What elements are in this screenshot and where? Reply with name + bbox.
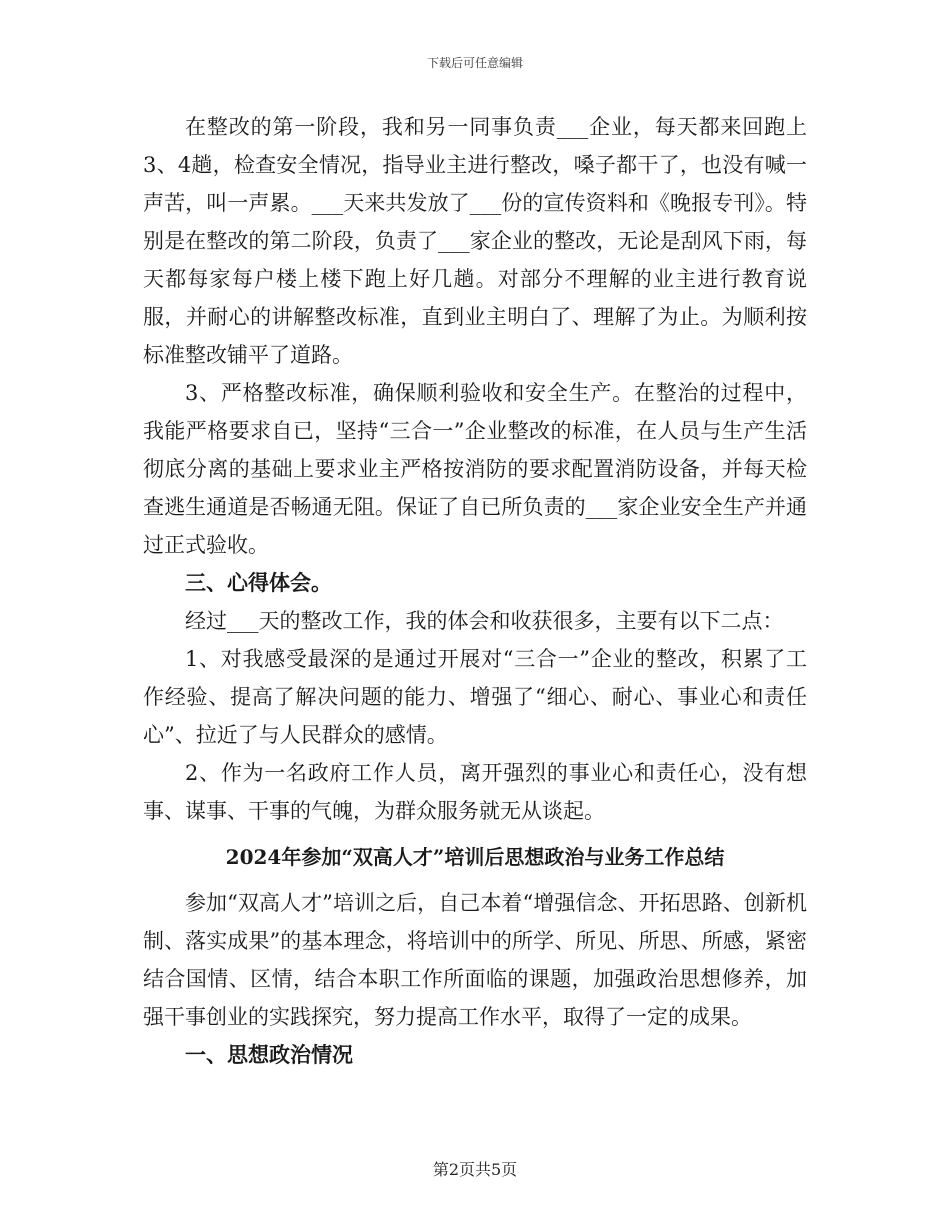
section-heading-experience: 三、心得体会。 <box>185 570 332 595</box>
paragraph-experience-point-2: 2、作为一名政府工作人员，离开强烈的事业心和责任心，没有想事、谋事、干事的气魄，为群众服务就无从谈起。 <box>143 761 807 823</box>
page-number: 第2页共5页 <box>432 1160 518 1179</box>
page-header-note: 下载后可任意编辑 <box>426 56 523 70</box>
paragraph-rectification-phase: 在整改的第一阶段，我和另一同事负责___企业，每天都来回跑上3、4趟，检查安全情况，指导业主进行整改，嗓子都干了，也没有喊一声苦，叫一声累。___天来共发放了___份的宣传资料和《晚报专刊》。特别是在整改的第二阶段，负责了___家企业的整改，无论是刮风下雨，每天都每家每户楼上楼下跑上好几趟。对部分不理解的业主进行教育说服，并耐心的讲解整改标准，直到业主明白了、理解了为止。为顺利按标准整改铺平了道路。 <box>143 115 807 367</box>
document-body <box>143 108 807 1074</box>
paragraph-experience-point-1: 1、对我感受最深的是通过开展对“三合一”企业的整改，积累了工作经验、提高了解决问题的能力、增强了“细心、耐心、事业心和责任心”、拉近了与人民群众的感情。 <box>143 647 807 747</box>
paragraph-training-summary: 参加“双高人才”培训之后，自己本着“增强信念、开拓思路、创新机制、落实成果”的基本理念，将培训中的所学、所见、所思、所感，紧密结合国情、区情，结合本职工作所面临的课题，加强政治思想修养，加强干事创业的实践探究，努力提高工作水平，取得了一定的成果。 <box>143 891 807 1029</box>
document-title: 2024年参加“双高人才”培训后思想政治与业务工作总结 <box>225 845 725 869</box>
paragraph-strict-standards: 3、严格整改标准，确保顺利验收和安全生产。在整治的过程中，我能严格要求自已，坚持“三合一”企业整改的标准，在人员与生产生活彻底分离的基础上要求业主严格按消防的要求配置消防设备，并每天检查逃生通道是否畅通无阻。保证了自已所负责的___家企业安全生产并通过正式验收。 <box>143 381 807 557</box>
paragraph-experience-intro: 经过___天的整改工作，我的体会和收获很多，主要有以下二点： <box>185 609 784 633</box>
section-heading-political: 一、思想政治情况 <box>185 1042 353 1067</box>
